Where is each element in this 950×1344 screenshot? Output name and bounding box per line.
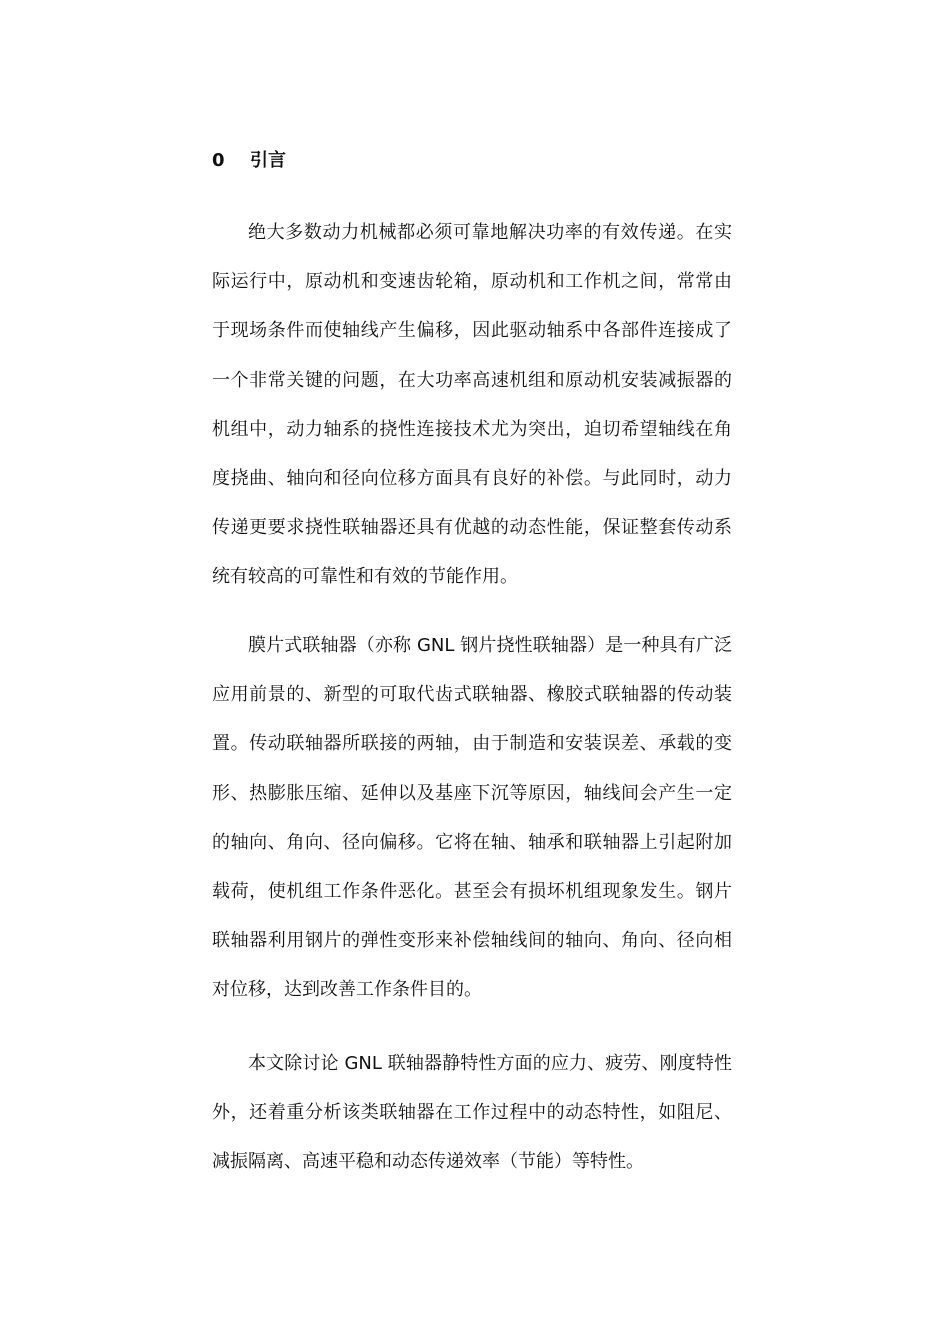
paragraph-scope: 本文除讨论 GNL 联轴器静特性方面的应力、疲劳、刚度特性外，还着重分析该类联轴器在工作过程中的动态特性，如阻尼、减振隔离、高速平稳和动态传递效率（节能）等特性。 xyxy=(212,1053,732,1173)
section-heading xyxy=(212,147,286,175)
paragraph-coupling-description: 膜片式联轴器（亦称 GNL 钢片挠性联轴器）是一种具有广泛应用前景的、新型的可取代齿式联轴器、橡胶式联轴器的传动装置。传动联轴器所联接的两轴，由于制造和安装误差、承载的变形、热膨胀压缩、延伸以及基座下沉等原因，轴线间会产生一定的轴向、角向、径向偏移。它将在轴、轴承和联轴器上引起附加载荷，使机组工作条件恶化。甚至会有损坏机组现象发生。钢片联轴器利用钢片的弹性变形来补偿轴线间的轴向、角向、径向相对位移，达到改善工作条件目的。 xyxy=(212,635,732,1001)
paragraph-introduction: 绝大多数动力机械都必须可靠地解决功率的有效传递。在实际运行中，原动机和变速齿轮箱，原动机和工作机之间，常常由于现场条件而使轴线产生偏移，因此驱动轴系中各部件连接成了一个非常关键的问题，在大功率高速机组和原动机安装减振器的机组中，动力轴系的挠性连接技术尤为突出，迫切希望轴线在角度挠曲、轴向和径向位移方面具有良好的补偿。与此同时，动力传递更要求挠性联轴器还具有优越的动态性能，保证整套传动系统有较高的可靠性和有效的节能作用。 xyxy=(212,222,732,588)
section-number: 0 xyxy=(212,150,225,171)
section-title: 引言 xyxy=(250,150,286,171)
